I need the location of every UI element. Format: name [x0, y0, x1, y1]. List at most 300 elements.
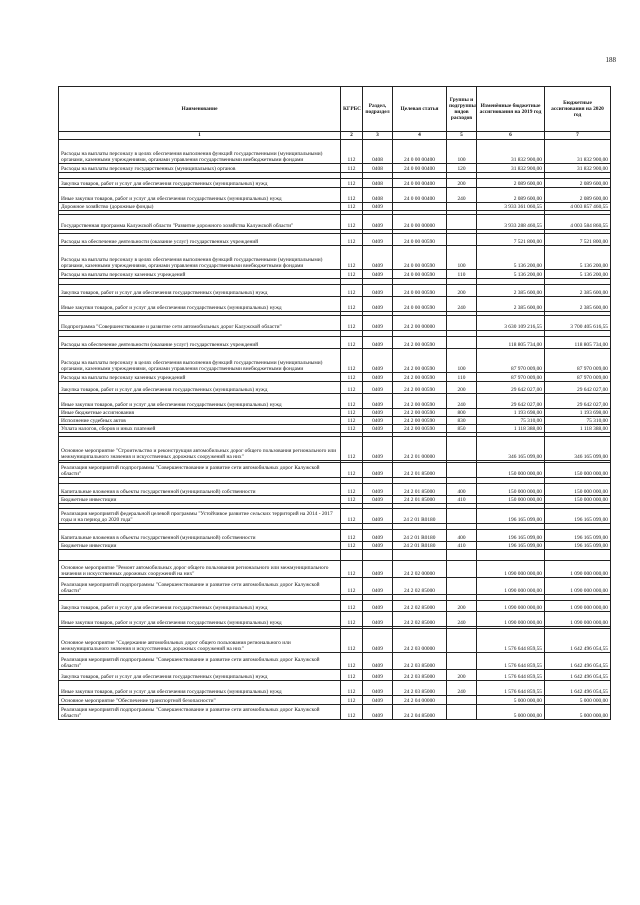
cell-name: Дорожное хозяйство (дорожные фонды) — [59, 203, 341, 211]
spacer-cell — [363, 550, 393, 561]
table-row — [59, 496, 611, 504]
cell-section: 0409 — [363, 681, 393, 696]
cell-group — [447, 629, 477, 653]
cell-target: 24 2 03 85000 — [393, 681, 447, 696]
cell-target: 24 2 04 85000 — [393, 705, 447, 720]
cell-amount-2020: 87 970 009,00 — [545, 373, 611, 382]
cell-amount-2019: 7 521 800,00 — [477, 234, 545, 246]
cell-section: 0409 — [363, 705, 393, 720]
cell-amount-2020: 1 090 000 000,00 — [545, 612, 611, 627]
cell-amount-2020: 346 165 099,00 — [545, 437, 611, 461]
cell-name: Расходы на выплаты персоналу в целях обеспечения выполнения функций государственными (муниципальными) органами, казенными учреждениями, органами управления государственными внебюджетными фондами — [59, 246, 341, 270]
cell-amount-2019: 5 000 000,00 — [477, 705, 545, 720]
table-row — [59, 337, 611, 349]
cell-target: 24 2 03 00000 — [393, 629, 447, 653]
cell-group — [447, 561, 477, 578]
cell-section: 0409 — [363, 463, 393, 478]
cell-section: 0409 — [363, 246, 393, 270]
budget-table — [58, 86, 611, 720]
cell-amount-2019: 1 193 698,00 — [477, 409, 545, 417]
col-header-kgrbs: КГРБС — [341, 87, 363, 132]
cell-amount-2020: 1 642 496 054,55 — [545, 629, 611, 653]
cell-kgrbs: 112 — [341, 409, 363, 417]
cell-target: 24 2 01 85000 — [393, 484, 447, 496]
cell-kgrbs: 112 — [341, 463, 363, 478]
cell-group — [447, 578, 477, 595]
cell-name: Расходы на обеспечение деятельности (оказание услуг) государственных учреждений — [59, 234, 341, 246]
cell-section: 0409 — [363, 561, 393, 578]
cell-section: 0409 — [363, 349, 393, 373]
cell-amount-2019: 87 970 009,00 — [477, 373, 545, 382]
cell-group: 240 — [447, 188, 477, 203]
table-row — [59, 542, 611, 550]
table-row — [59, 316, 611, 331]
cell-target: 24 0 00 00400 — [393, 140, 447, 164]
cell-group — [447, 509, 477, 524]
cell-section: 0409 — [363, 337, 393, 349]
table-row — [59, 234, 611, 246]
cell-section: 0409 — [363, 653, 393, 670]
cell-kgrbs: 112 — [341, 705, 363, 720]
cell-amount-2020: 1 118 388,00 — [545, 425, 611, 433]
cell-section: 0409 — [363, 437, 393, 461]
cell-name: Подпрограмма "Совершенствование и развитие сети автомобильных дорог Калужской области" — [59, 316, 341, 331]
cell-group: 110 — [447, 270, 477, 279]
cell-name: Реализация мероприятий подпрограммы "Совершенствование и развитие сети автомобильных дорог Калужской области" — [59, 653, 341, 670]
cell-name: Бюджетные инвестиции — [59, 542, 341, 550]
cell-kgrbs: 112 — [341, 681, 363, 696]
table-row — [59, 285, 611, 297]
cell-section: 0408 — [363, 179, 393, 188]
cell-group: 830 — [447, 417, 477, 425]
cell-amount-2020: 2 089 600,00 — [545, 179, 611, 188]
cell-name: Расходы на обеспечение деятельности (оказание услуг) государственных учреждений — [59, 337, 341, 349]
table-row — [59, 463, 611, 478]
cell-kgrbs: 112 — [341, 270, 363, 279]
cell-group: 410 — [447, 542, 477, 550]
cell-amount-2019: 87 970 009,00 — [477, 349, 545, 373]
cell-kgrbs: 112 — [341, 140, 363, 164]
cell-name: Реализация мероприятий подпрограммы "Совершенствование и развитие сети автомобильных дорог Калужской области" — [59, 463, 341, 478]
cell-kgrbs: 112 — [341, 316, 363, 331]
cell-kgrbs: 112 — [341, 394, 363, 409]
cell-name: Капитальные вложения в объекты государственной (муниципальной) собственности — [59, 484, 341, 496]
col-header-target: Целевая статья — [393, 87, 447, 132]
cell-name: Расходы на выплаты персоналу казенных учреждений — [59, 270, 341, 279]
cell-amount-2020: 1 642 496 054,55 — [545, 653, 611, 670]
cell-name: Закупка товаров, работ и услуг для обеспечения государственных (муниципальных) нужд — [59, 179, 341, 188]
cell-amount-2019: 31 832 900,00 — [477, 140, 545, 164]
cell-amount-2019: 5 136 200,00 — [477, 246, 545, 270]
cell-kgrbs: 112 — [341, 164, 363, 173]
cell-amount-2020: 2 089 600,00 — [545, 188, 611, 203]
cell-name: Расходы на выплаты персоналу государственных (муниципальных) органов — [59, 164, 341, 173]
cell-target: 24 2 01 85000 — [393, 496, 447, 504]
cell-group: 200 — [447, 670, 477, 681]
cell-amount-2020: 1 193 698,00 — [545, 409, 611, 417]
cell-name: Основное мероприятие "Содержание автомобильных дорог общего пользования регионального или межмуниципального значения и искусственных дорожных сооружений на них" — [59, 629, 341, 653]
cell-group — [447, 705, 477, 720]
cell-kgrbs: 112 — [341, 670, 363, 681]
cell-group — [447, 203, 477, 211]
cell-name: Капитальные вложения в объекты государственной (муниципальной) собственности — [59, 530, 341, 542]
cell-kgrbs: 112 — [341, 578, 363, 595]
cell-amount-2019: 29 642 027,00 — [477, 394, 545, 409]
cell-target: 24 2 02 00000 — [393, 561, 447, 578]
cell-kgrbs: 112 — [341, 188, 363, 203]
table-row — [59, 203, 611, 211]
table-row — [59, 246, 611, 270]
cell-kgrbs: 112 — [341, 425, 363, 433]
cell-amount-2019: 150 000 000,00 — [477, 484, 545, 496]
cell-name: Реализация мероприятий федеральной целевой программы "Устойчивое развитие сельских территорий на 2014 - 2017 годы и на период до 2020 года" — [59, 509, 341, 524]
cell-kgrbs: 112 — [341, 285, 363, 297]
spacer-cell — [59, 550, 341, 561]
cell-kgrbs: 112 — [341, 437, 363, 461]
cell-section: 0408 — [363, 164, 393, 173]
cell-section: 0409 — [363, 203, 393, 211]
table-row — [59, 437, 611, 461]
cell-kgrbs: 112 — [341, 653, 363, 670]
cell-name: Реализация мероприятий подпрограммы "Совершенствование и развитие сети автомобильных дорог Калужской области" — [59, 705, 341, 720]
cell-amount-2019: 1 576 644 859,55 — [477, 681, 545, 696]
table-row — [59, 394, 611, 409]
cell-target: 24 2 00 00590 — [393, 373, 447, 382]
cell-target: 24 2 03 85000 — [393, 670, 447, 681]
cell-group — [447, 316, 477, 331]
cell-amount-2020: 118 805 734,00 — [545, 337, 611, 349]
cell-kgrbs: 112 — [341, 542, 363, 550]
cell-group: 400 — [447, 484, 477, 496]
cell-target: 24 2 01 00000 — [393, 437, 447, 461]
col-header-group: Группы и подгруппы видов расходов — [447, 87, 477, 132]
cell-target: 24 0 00 00590 — [393, 297, 447, 312]
cell-kgrbs: 112 — [341, 530, 363, 542]
col-number: 2 — [341, 132, 363, 140]
table-row — [59, 530, 611, 542]
cell-section: 0409 — [363, 373, 393, 382]
table-row — [59, 164, 611, 173]
cell-kgrbs: 112 — [341, 629, 363, 653]
cell-target: 24 2 01 R0180 — [393, 542, 447, 550]
cell-section: 0409 — [363, 496, 393, 504]
cell-target: 24 2 00 00590 — [393, 349, 447, 373]
cell-amount-2019: 3 933 361 060,55 — [477, 203, 545, 211]
col-header-section: Раздел, подраздел — [363, 87, 393, 132]
cell-section: 0409 — [363, 484, 393, 496]
table-row — [59, 696, 611, 705]
cell-kgrbs: 112 — [341, 484, 363, 496]
cell-name: Расходы на выплаты персоналу казенных учреждений — [59, 373, 341, 382]
cell-target: 24 2 02 85000 — [393, 578, 447, 595]
cell-kgrbs: 112 — [341, 601, 363, 612]
cell-amount-2020: 75 310,00 — [545, 417, 611, 425]
cell-amount-2020: 150 000 000,00 — [545, 463, 611, 478]
table-row — [59, 417, 611, 425]
cell-target — [393, 203, 447, 211]
cell-amount-2020: 1 642 496 054,55 — [545, 670, 611, 681]
cell-kgrbs: 112 — [341, 612, 363, 627]
cell-name: Основное мероприятие "Строительство и реконструкция автомобильных дорог общего пользования регионального или межмуниципального значения и искусственных дорожных сооружений на них" — [59, 437, 341, 461]
cell-name: Уплата налогов, сборов и иных платежей — [59, 425, 341, 433]
table-row — [59, 349, 611, 373]
cell-group: 200 — [447, 285, 477, 297]
cell-kgrbs: 112 — [341, 203, 363, 211]
table-row — [59, 601, 611, 612]
cell-amount-2019: 150 000 000,00 — [477, 463, 545, 478]
col-number: 4 — [393, 132, 447, 140]
cell-amount-2020: 29 642 027,00 — [545, 382, 611, 394]
cell-kgrbs: 112 — [341, 297, 363, 312]
cell-group — [447, 337, 477, 349]
cell-section: 0409 — [363, 409, 393, 417]
page-number: 188 — [605, 56, 616, 64]
cell-section: 0409 — [363, 530, 393, 542]
cell-name: Закупка товаров, работ и услуг для обеспечения государственных (муниципальных) нужд — [59, 601, 341, 612]
col-number: 1 — [59, 132, 341, 140]
cell-amount-2019: 5 000 000,00 — [477, 696, 545, 705]
cell-amount-2019: 1 576 644 859,55 — [477, 670, 545, 681]
cell-target: 24 2 00 00590 — [393, 337, 447, 349]
cell-amount-2019: 1 090 000 000,00 — [477, 578, 545, 595]
cell-kgrbs: 112 — [341, 337, 363, 349]
table-row — [59, 578, 611, 595]
cell-amount-2019: 5 136 200,00 — [477, 270, 545, 279]
cell-section: 0409 — [363, 234, 393, 246]
table-row — [59, 629, 611, 653]
cell-target: 24 2 00 00590 — [393, 425, 447, 433]
cell-section: 0409 — [363, 425, 393, 433]
cell-amount-2019: 2 385 600,00 — [477, 285, 545, 297]
cell-target: 24 2 00 00590 — [393, 394, 447, 409]
cell-group — [447, 234, 477, 246]
table-row — [59, 705, 611, 720]
cell-section: 0409 — [363, 629, 393, 653]
cell-section: 0409 — [363, 285, 393, 297]
cell-amount-2019: 2 089 600,00 — [477, 179, 545, 188]
column-number-row — [59, 132, 611, 140]
cell-group — [447, 463, 477, 478]
cell-name: Реализация мероприятий подпрограммы "Совершенствование и развитие сети автомобильных дорог Калужской области" — [59, 578, 341, 595]
cell-amount-2020: 3 700 405 616,55 — [545, 316, 611, 331]
col-number: 7 — [545, 132, 611, 140]
table-row — [59, 297, 611, 312]
cell-section: 0409 — [363, 696, 393, 705]
table-row — [59, 561, 611, 578]
cell-target: 24 0 00 00590 — [393, 285, 447, 297]
cell-kgrbs: 112 — [341, 696, 363, 705]
cell-amount-2019: 150 000 000,00 — [477, 496, 545, 504]
col-header-name: Наименование — [59, 87, 341, 132]
cell-target: 24 0 00 00400 — [393, 164, 447, 173]
cell-amount-2019: 118 805 734,00 — [477, 337, 545, 349]
cell-group: 100 — [447, 140, 477, 164]
spacer-cell — [545, 550, 611, 561]
cell-name: Иные закупки товаров, работ и услуг для обеспечения государственных (муниципальных) нужд — [59, 188, 341, 203]
cell-name: Основное мероприятие "Ремонт автомобильных дорог общего пользования регионального или межмуниципального значения и искусственных дорожных сооружений на них" — [59, 561, 341, 578]
cell-amount-2019: 1 576 644 859,55 — [477, 653, 545, 670]
col-number: 5 — [447, 132, 477, 140]
spacer-cell — [477, 550, 545, 561]
cell-group: 850 — [447, 425, 477, 433]
cell-amount-2020: 5 136 200,00 — [545, 270, 611, 279]
table-row — [59, 270, 611, 279]
spacer-cell — [447, 550, 477, 561]
cell-amount-2019: 1 090 000 000,00 — [477, 561, 545, 578]
cell-name: Закупка товаров, работ и услуг для обеспечения государственных (муниципальных) нужд — [59, 382, 341, 394]
cell-section: 0408 — [363, 188, 393, 203]
cell-amount-2020: 2 385 600,00 — [545, 297, 611, 312]
cell-group: 400 — [447, 530, 477, 542]
cell-group: 240 — [447, 681, 477, 696]
cell-group: 100 — [447, 246, 477, 270]
cell-section: 0409 — [363, 316, 393, 331]
cell-amount-2020: 31 832 900,00 — [545, 164, 611, 173]
cell-target: 24 2 04 00000 — [393, 696, 447, 705]
table-row — [59, 653, 611, 670]
cell-amount-2020: 7 521 800,00 — [545, 234, 611, 246]
cell-target: 24 0 00 00400 — [393, 179, 447, 188]
cell-group: 100 — [447, 349, 477, 373]
cell-amount-2019: 1 118 388,00 — [477, 425, 545, 433]
cell-amount-2019: 196 165 099,00 — [477, 530, 545, 542]
table-header-row — [59, 87, 611, 132]
cell-kgrbs: 112 — [341, 417, 363, 425]
cell-amount-2019: 1 090 000 000,00 — [477, 601, 545, 612]
cell-section: 0409 — [363, 670, 393, 681]
cell-amount-2020: 1 090 000 000,00 — [545, 601, 611, 612]
cell-name: Закупка товаров, работ и услуг для обеспечения государственных (муниципальных) нужд — [59, 670, 341, 681]
spacer-cell — [393, 550, 447, 561]
table-row — [59, 670, 611, 681]
cell-amount-2019: 1 576 644 859,55 — [477, 629, 545, 653]
cell-group — [447, 437, 477, 461]
table-row — [59, 179, 611, 188]
cell-amount-2020: 29 642 027,00 — [545, 394, 611, 409]
cell-amount-2020: 196 165 099,00 — [545, 542, 611, 550]
cell-section: 0409 — [363, 382, 393, 394]
cell-kgrbs: 112 — [341, 179, 363, 188]
cell-target: 24 0 00 00590 — [393, 270, 447, 279]
cell-amount-2019: 2 089 600,00 — [477, 188, 545, 203]
cell-group — [447, 696, 477, 705]
cell-section: 0409 — [363, 509, 393, 524]
cell-amount-2020: 4 003 857 460,55 — [545, 203, 611, 211]
cell-group: 410 — [447, 496, 477, 504]
cell-amount-2019: 2 385 600,00 — [477, 297, 545, 312]
cell-amount-2020: 31 832 900,00 — [545, 140, 611, 164]
table-row — [59, 140, 611, 164]
cell-target: 24 2 00 00000 — [393, 316, 447, 331]
cell-name: Основное мероприятие "Обеспечение транспортной безопасности" — [59, 696, 341, 705]
cell-amount-2019: 1 090 000 000,00 — [477, 612, 545, 627]
cell-amount-2019: 3 630 109 216,55 — [477, 316, 545, 331]
cell-name: Расходы на выплаты персоналу в целях обеспечения выполнения функций государственными (муниципальными) органами, казенными учреждениями, органами управления государственными внебюджетными фондами — [59, 140, 341, 164]
cell-name: Бюджетные инвестиции — [59, 496, 341, 504]
cell-section: 0409 — [363, 270, 393, 279]
cell-target: 24 2 00 00590 — [393, 409, 447, 417]
table-row — [59, 188, 611, 203]
cell-target: 24 2 02 85000 — [393, 601, 447, 612]
cell-amount-2020: 4 003 584 860,55 — [545, 215, 611, 230]
cell-name: Иные закупки товаров, работ и услуг для обеспечения государственных (муниципальных) нужд — [59, 612, 341, 627]
cell-kgrbs: 112 — [341, 234, 363, 246]
cell-section: 0409 — [363, 578, 393, 595]
cell-amount-2020: 196 165 099,00 — [545, 509, 611, 524]
cell-kgrbs: 112 — [341, 246, 363, 270]
cell-group: 200 — [447, 382, 477, 394]
cell-target: 24 2 03 85000 — [393, 653, 447, 670]
cell-group: 110 — [447, 373, 477, 382]
cell-group — [447, 653, 477, 670]
table-row — [59, 382, 611, 394]
cell-group: 120 — [447, 164, 477, 173]
table-row — [59, 425, 611, 433]
cell-target: 24 0 00 00400 — [393, 188, 447, 203]
cell-target: 24 0 00 00590 — [393, 246, 447, 270]
cell-group: 200 — [447, 179, 477, 188]
cell-target: 24 2 01 R0180 — [393, 509, 447, 524]
cell-kgrbs: 112 — [341, 215, 363, 230]
cell-amount-2019: 29 642 027,00 — [477, 382, 545, 394]
cell-kgrbs: 112 — [341, 561, 363, 578]
cell-name: Иные бюджетные ассигнования — [59, 409, 341, 417]
cell-amount-2019: 31 832 900,00 — [477, 164, 545, 173]
cell-target: 24 0 00 00590 — [393, 234, 447, 246]
cell-amount-2019: 196 165 099,00 — [477, 542, 545, 550]
cell-amount-2019: 75 310,00 — [477, 417, 545, 425]
cell-group: 200 — [447, 601, 477, 612]
cell-section: 0409 — [363, 394, 393, 409]
table-body — [59, 140, 611, 720]
cell-kgrbs: 112 — [341, 496, 363, 504]
cell-group: 240 — [447, 297, 477, 312]
cell-amount-2020: 5 000 000,00 — [545, 696, 611, 705]
cell-name: Исполнение судебных актов — [59, 417, 341, 425]
cell-group: 240 — [447, 612, 477, 627]
cell-amount-2020: 1 090 000 000,00 — [545, 561, 611, 578]
cell-group: 240 — [447, 394, 477, 409]
cell-section: 0409 — [363, 215, 393, 230]
table-row — [59, 612, 611, 627]
cell-name: Иные закупки товаров, работ и услуг для обеспечения государственных (муниципальных) нужд — [59, 297, 341, 312]
cell-amount-2020: 196 165 099,00 — [545, 530, 611, 542]
cell-kgrbs: 112 — [341, 349, 363, 373]
table-row — [59, 373, 611, 382]
cell-name: Иные закупки товаров, работ и услуг для обеспечения государственных (муниципальных) нужд — [59, 394, 341, 409]
table-row — [59, 215, 611, 230]
cell-section: 0408 — [363, 140, 393, 164]
cell-target: 24 2 00 00590 — [393, 417, 447, 425]
col-header-2020: Бюджетные ассигнования на 2020 год — [545, 87, 611, 132]
cell-amount-2020: 1 642 496 054,55 — [545, 681, 611, 696]
cell-amount-2020: 5 000 000,00 — [545, 705, 611, 720]
cell-kgrbs: 112 — [341, 382, 363, 394]
table-row — [59, 509, 611, 524]
col-number: 6 — [477, 132, 545, 140]
cell-section: 0409 — [363, 417, 393, 425]
cell-amount-2020: 5 136 200,00 — [545, 246, 611, 270]
table-row — [59, 409, 611, 417]
cell-kgrbs: 112 — [341, 373, 363, 382]
col-header-2019: Изменённые бюджетные ассигнования на 2019 год — [477, 87, 545, 132]
cell-kgrbs: 112 — [341, 509, 363, 524]
table-row — [59, 484, 611, 496]
cell-target: 24 2 00 00590 — [393, 382, 447, 394]
cell-name: Закупка товаров, работ и услуг для обеспечения государственных (муниципальных) нужд — [59, 285, 341, 297]
cell-amount-2020: 150 000 000,00 — [545, 484, 611, 496]
cell-name: Расходы на выплаты персоналу в целях обеспечения выполнения функций государственными (муниципальными) органами, казенными учреждениями, органами управления государственными внебюджетными фондами — [59, 349, 341, 373]
